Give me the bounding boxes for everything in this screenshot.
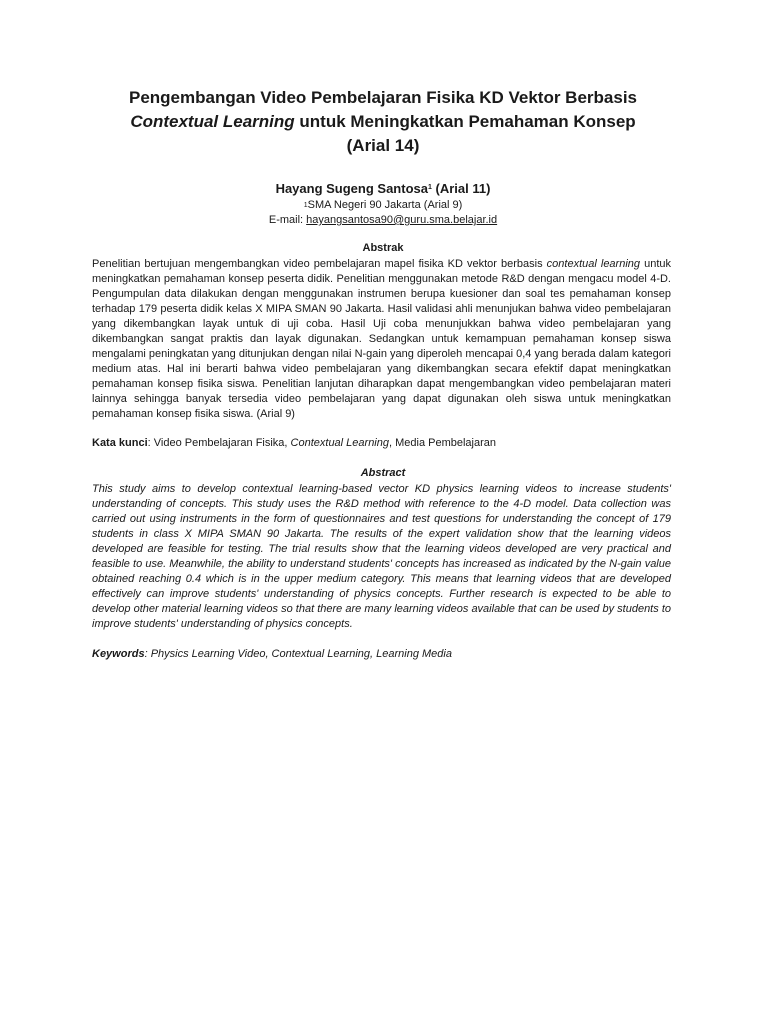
kata-kunci-label: Kata kunci <box>92 437 148 449</box>
abstrak-body <box>92 257 671 423</box>
kata-kunci-part1: Video Pembelajaran Fisika, <box>153 437 291 449</box>
email-link[interactable]: hayangsantosa90@guru.sma.belajar.id <box>306 214 498 226</box>
affiliation <box>92 198 674 213</box>
keywords <box>92 647 674 662</box>
title-line-1: Pengembangan Video Pembelajaran Fisika KD Vektor Berbasis <box>129 88 637 107</box>
kata-kunci-part3: , Media Pembelajaran <box>389 437 497 449</box>
author-superscript: 1 <box>427 184 432 191</box>
author-font-note: (Arial 11) <box>435 181 491 196</box>
keywords-label: Keywords <box>92 648 145 660</box>
abstract-body: This study aims to develop contextual learning-based vector KD physics learning videos to increase students' understanding of concepts. This study uses the R&D method with reference to the 4-D model. Data collection was carried out using instruments in the form of questionnaires and test questions for understanding the concept of 179 students in class X MIPA SMAN 90 Jakarta. The results of the expert validation show that the learning videos developed are feasible for testing. The trial results show that the learning videos developed are very practical and feasible to use. Meanwhile, the ability to understand students' concepts has increased as indicated by the N-gain value obtained reaching 0.4 which is in the upper medium category. This means that learning videos that are developed effectively can improve students' understanding of physics concepts. Further research is expected to be able to develop other material learning videos so that there are many learning videos available that can be used by students to improve students' understanding of physics concepts. <box>92 483 671 631</box>
keywords-text: : Physics Learning Video, Contextual Learning, Learning Media <box>144 648 452 660</box>
kata-kunci-italic: Contextual Learning <box>290 437 389 449</box>
author-line <box>92 180 674 197</box>
affiliation-superscript: 1 <box>303 202 308 209</box>
title-line-2-rest: untuk Meningkatkan Pemahaman Konsep <box>294 112 636 131</box>
abstrak-heading: Abstrak <box>362 242 404 254</box>
abstract-heading: Abstract <box>360 467 406 479</box>
abstrak-text-italic: contextual learning <box>546 258 641 270</box>
author-name: Hayang Sugeng Santosa <box>275 181 428 196</box>
title-line-2 <box>92 110 674 134</box>
title-italic-term: Contextual Learning <box>130 112 295 131</box>
title-line-3: (Arial 14) <box>346 136 420 155</box>
email-line <box>92 213 674 228</box>
kata-kunci-sep: : <box>147 437 154 449</box>
email-label: E-mail: <box>268 214 307 226</box>
abstrak-text-before: Penelitian bertujuan mengembangkan video pembelajaran mapel fisika KD vektor berbasis <box>92 258 547 270</box>
kata-kunci <box>92 436 674 451</box>
paper-title <box>92 86 674 158</box>
affiliation-text: SMA Negeri 90 Jakarta (Arial 9) <box>307 199 463 211</box>
abstrak-text-after: untuk meningkatkan pemahaman konsep peserta didik. Penelitian menggunakan metode R&D dengan mengacu model 4-D. Pengumpulan data dilakukan dengan menggunakan instrumen berupa kuesioner dan soal tes pemahaman konsep terhadap 179 peserta didik kelas X MIPA SMAN 90 Jakarta. Hasil validasi ahli menunjukan bahwa video pembelajaran yang dikembangkan layak untuk di uji coba. Hasil Uji coba menunjukkan bahwa video pembelajaran yang dikembangkan sangat praktis dan layak digunakan. Sedangkan untuk kemampuan pemahaman konsep siswa mengalami peningkatan yang ditunjukan dengan nilai N-gain yang diperoleh mencapai 0,4 yang berada dalam kategori medium atas. Hal ini berarti bahwa video pembelajaran yang dikembangkan secara efektif dapat meningkatkan pemahaman konsep fisika siswa. Penelitian lanjutan diharapkan dapat mengembangkan video pembelajaran materi lainnya sehingga banyak tersedia video pembelajaran yang dapat digunakan oleh siswa untuk meningkatkan pemahaman konsep fisika siswa. (Arial 9) <box>92 258 671 421</box>
